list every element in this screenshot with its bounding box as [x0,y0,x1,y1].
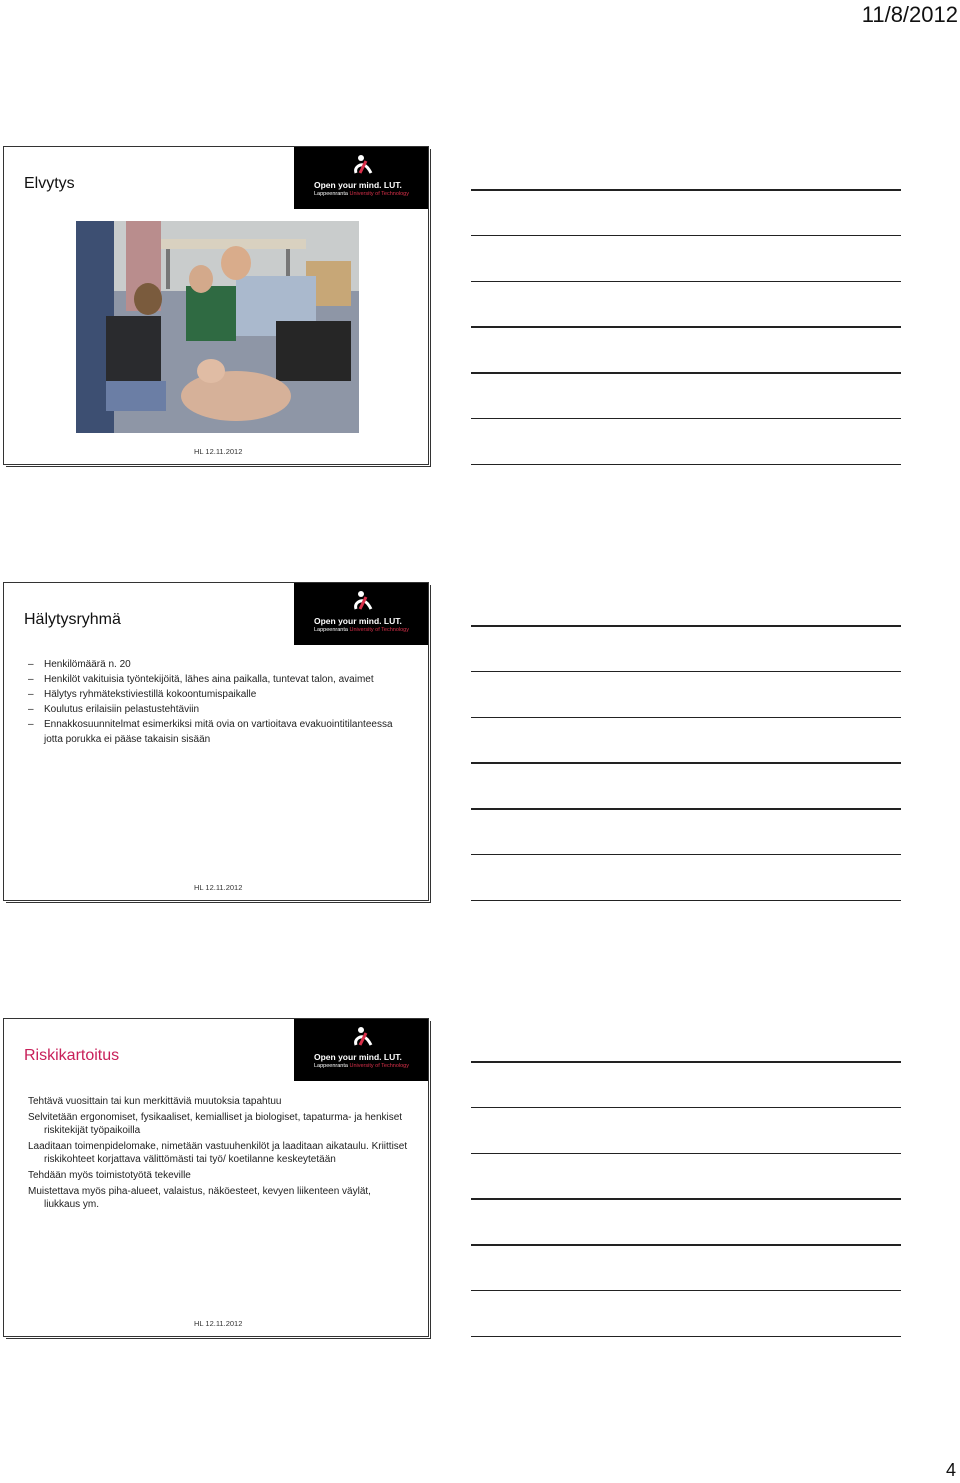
lut-ampersand-logo-icon [352,153,374,175]
lut-ampersand-logo-icon [352,1025,374,1047]
list-item: – Koulutus erilaisiin pelastustehtäviin [28,702,408,717]
notes-lines-3 [471,1061,901,1382]
logo-slogan: Open your mind. LUT. [314,616,402,626]
slide-halytysryhma [3,582,429,901]
list-item: Laaditaan toimenpidelomake, nimetään vastuuhenkilöt ja laaditaan aikataulu. Kriittiset riskikohteet korjattava välittömästi tai työ/ koetilanne keskeytetään [28,1141,408,1165]
lut-logo [294,147,428,209]
list-item: – Henkilöt vakituisia työntekijöitä, lähes aina paikalla, tuntevat talon, avaimet [28,672,408,687]
slide-footer: HL 12.11.2012 [194,883,243,892]
slide-title: Hälytysryhmä [24,611,121,628]
cpr-training-photo [76,221,359,433]
lut-logo [294,583,428,645]
slide-elvytys [3,146,429,465]
list-item: Muistettava myös piha-alueet, valaistus, näköesteet, kevyen liikenteen väylät, liukkaus ym. [28,1186,371,1210]
bullet-list [28,657,408,747]
logo-university: Lappeenranta University of Technology [314,627,409,633]
logo-slogan: Open your mind. LUT. [314,1052,402,1062]
lut-logo [294,1019,428,1081]
list-item: – Henkilömäärä n. 20 [28,657,408,672]
list-item: – Hälytys ryhmätekstiviestillä kokoontumispaikalle [28,687,408,702]
list-item: – Ennakkosuunnitelmat esimerkiksi mitä ovia on vartioitava evakuointitilanteessa jotta porukka ei pääse takaisin sisään [28,717,408,747]
list-item: Tehtävä vuosittain tai kun merkittäviä muutoksia tapahtuu [28,1096,282,1107]
slide-footer: HL 12.11.2012 [194,1319,243,1328]
list-item: Tehdään myös toimistotyötä tekeville [28,1170,191,1181]
notes-lines-1 [471,189,901,510]
logo-slogan: Open your mind. LUT. [314,180,402,190]
slide-title: Riskikartoitus [24,1047,120,1064]
paragraph-list [28,1095,408,1214]
logo-university: Lappeenranta University of Technology [314,191,409,197]
page-date: 11/8/2012 [861,2,958,27]
logo-university: Lappeenranta University of Technology [314,1063,409,1069]
page-number: 4 [945,1460,956,1480]
slide-footer: HL 12.11.2012 [194,447,243,456]
lut-ampersand-logo-icon [352,589,374,611]
list-item: Selvitetään ergonomiset, fysikaaliset, kemialliset ja biologiset, tapaturma- ja henkiset riskitekijät työpaikoilla [28,1112,403,1136]
notes-lines-2 [471,625,901,946]
slide-riskikartoitus [3,1018,429,1337]
slide-title: Elvytys [24,175,75,192]
